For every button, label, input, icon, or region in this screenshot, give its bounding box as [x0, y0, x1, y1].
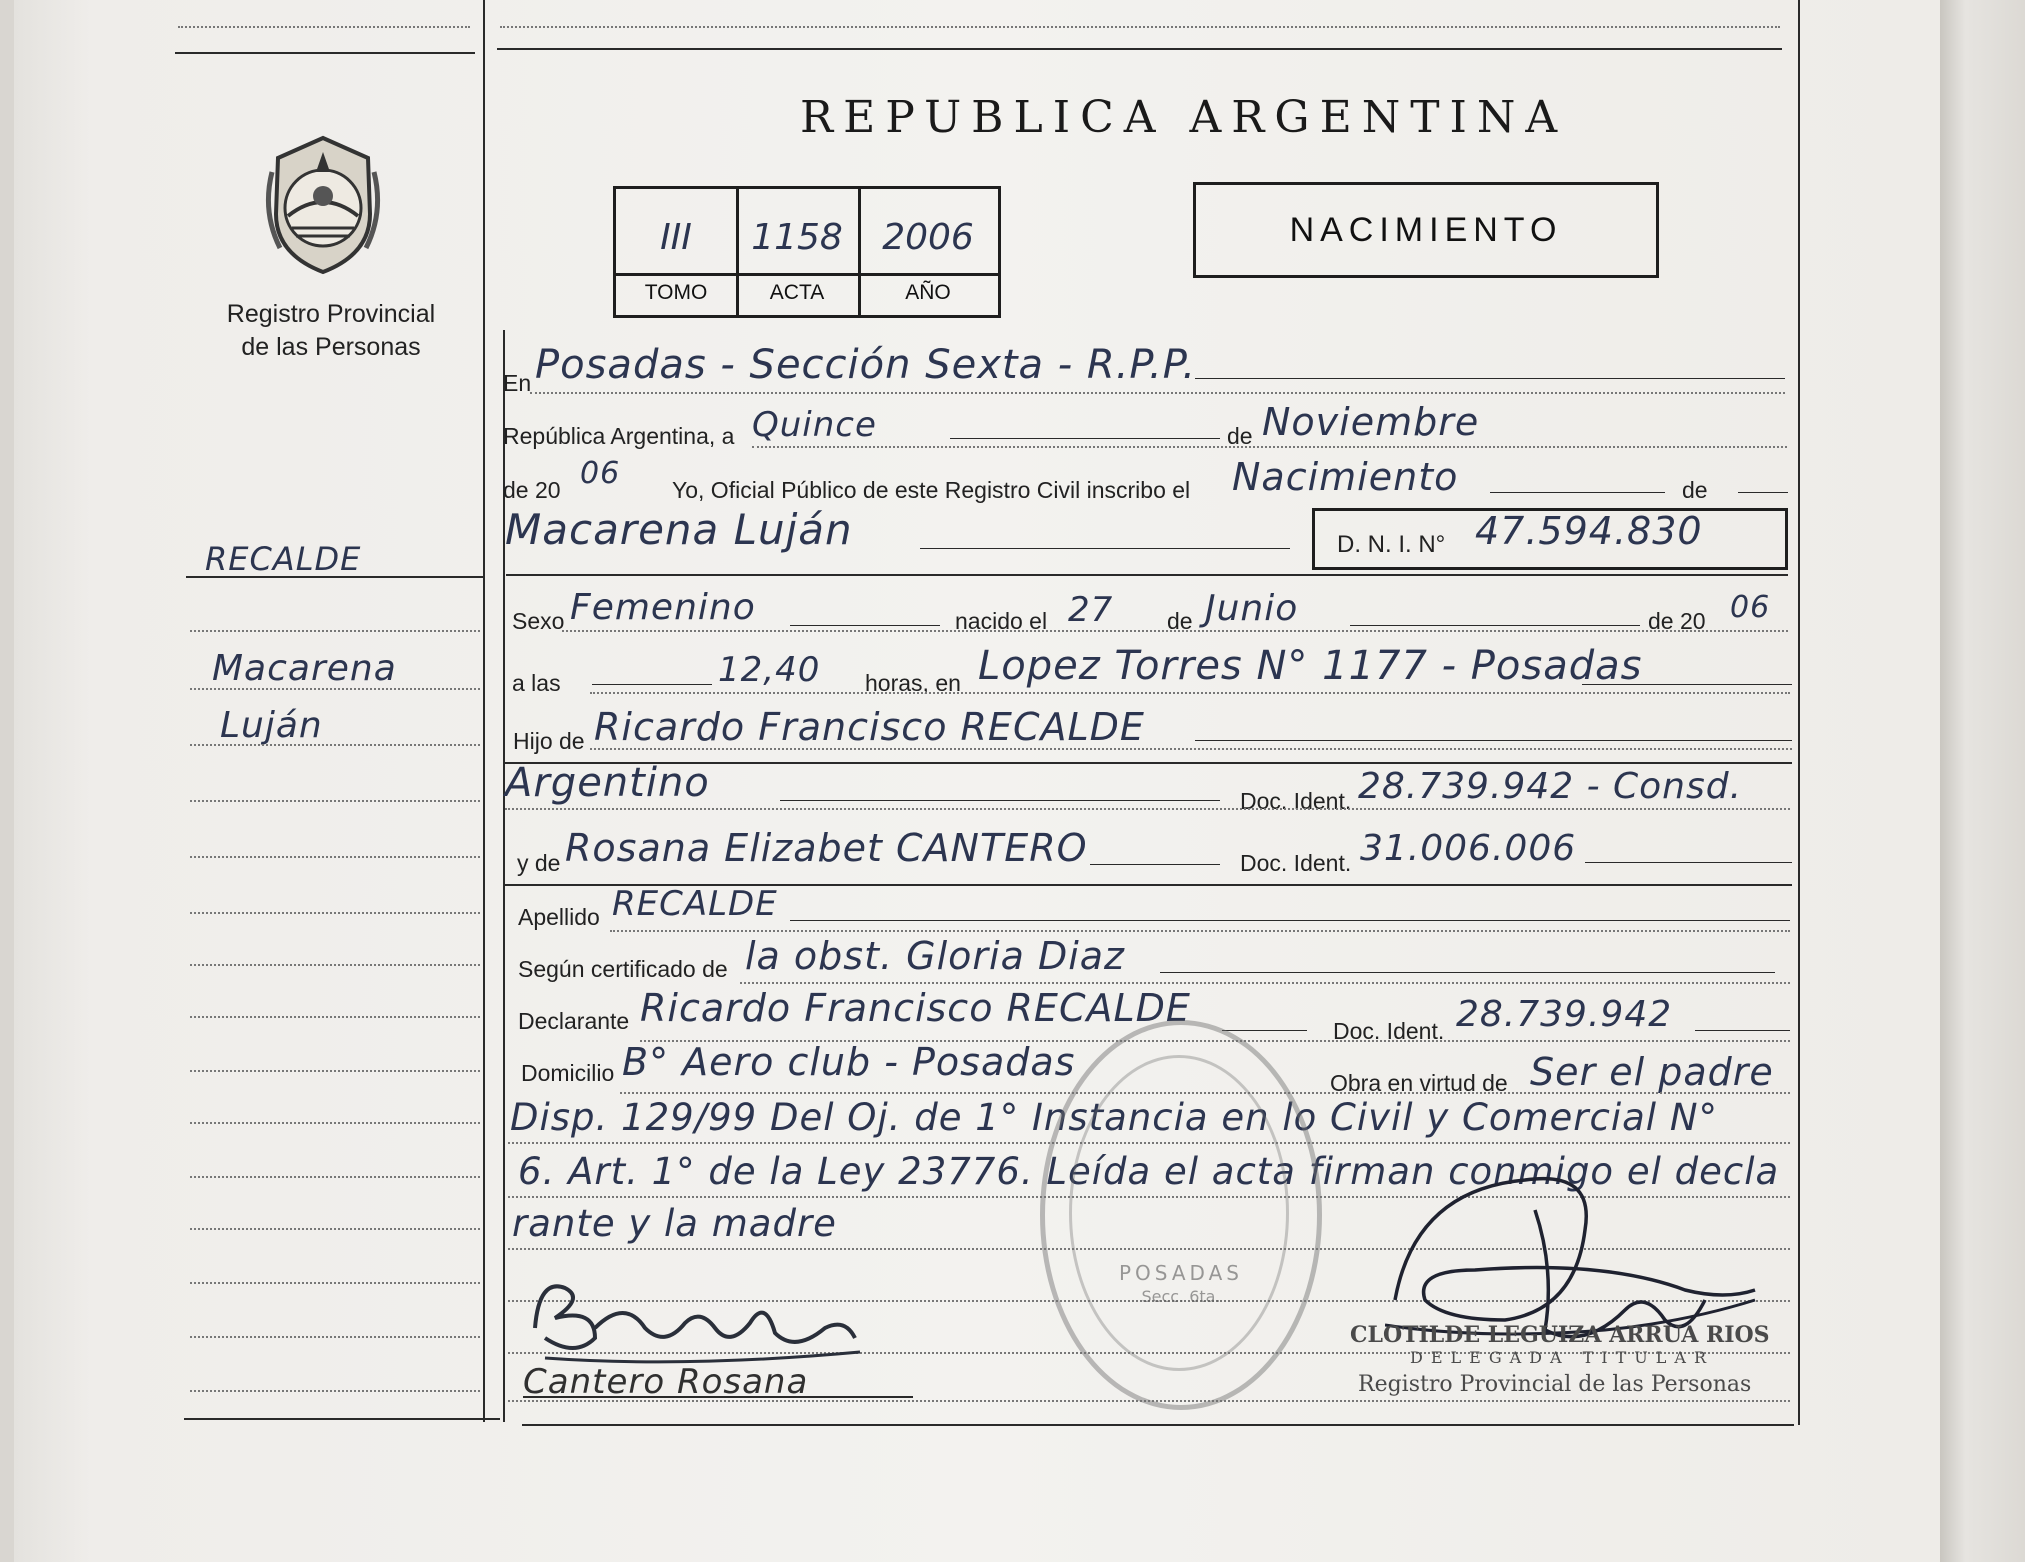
fill-line: [1585, 862, 1792, 863]
entry-place: Posadas - Sección Sexta - R.P.P.: [535, 342, 1197, 388]
margin-dotted-line: [190, 1070, 480, 1072]
label-doc-ident-father: Doc. Ident.: [1240, 788, 1352, 814]
acta-label: ACTA: [769, 281, 825, 304]
label-declarante: Declarante: [518, 1008, 630, 1034]
margin-dotted-line: [190, 1228, 480, 1230]
section-rule: [506, 574, 1788, 576]
margin-dotted-line: [190, 1336, 480, 1338]
register-separator: [616, 273, 998, 276]
page-edge: [1940, 0, 2025, 1562]
officer-role: DELEGADA TITULAR: [1410, 1348, 1714, 1367]
document-title: REPUBLICA ARGENTINA: [800, 92, 1568, 143]
label-hijo: Hijo de: [513, 728, 585, 754]
dotted-line: [740, 982, 1790, 984]
act-type-box: NACIMIENTO: [1193, 182, 1659, 278]
entry-birth-day: 27: [1068, 590, 1114, 630]
entry-child-name: Macarena Luján: [505, 505, 853, 554]
dotted-line: [752, 446, 1787, 448]
label-de20-birth: de 20: [1648, 608, 1706, 634]
fill-line: [780, 800, 1220, 801]
mother-signature: Cantero Rosana: [523, 1362, 809, 1402]
margin-dotted-line: [190, 856, 480, 858]
stamp-section: Secc. 6ta.: [1141, 1287, 1221, 1306]
ano-cell: [858, 189, 1001, 315]
margin-dotted-line: [190, 1122, 480, 1124]
margin-rule: [186, 576, 484, 578]
margin-dotted-line: [190, 688, 480, 690]
fill-line: [1490, 492, 1665, 493]
fill-line: [1090, 864, 1220, 865]
dni-box: [1312, 508, 1788, 570]
label-republica: República Argentina, a: [503, 423, 735, 449]
acta-cell: [736, 189, 861, 315]
declarant-signature: [525, 1268, 865, 1368]
dotted-line: [505, 808, 1790, 810]
label-apellido: Apellido: [518, 904, 600, 930]
officer-name: CLOTILDE LEGUIZA ARRUA RIOS: [1350, 1322, 1770, 1348]
label-de-end: de: [1682, 477, 1708, 503]
entry-birth-month: Junio: [1205, 588, 1299, 629]
entry-dni-number: 47.594.830: [1475, 509, 1703, 553]
coat-of-arms-icon: [258, 132, 388, 278]
official-stamp: [1040, 1020, 1322, 1410]
entry-surname: RECALDE: [612, 884, 778, 924]
entry-remarks-1: Disp. 129/99 Del Oj. de 1° Instancia en lo Civil y Comercial N°: [510, 1096, 1718, 1139]
label-en: En: [503, 370, 532, 396]
left-column-rule: [483, 0, 485, 1422]
entry-father-doc: 28.739.942 - Consd.: [1358, 766, 1743, 807]
entry-time: 12,40: [718, 650, 821, 690]
fill-line: [1695, 1030, 1790, 1031]
fill-line: [790, 625, 940, 626]
label-de-month: de: [1227, 423, 1253, 449]
bottom-rule: [522, 1424, 1794, 1426]
entry-birth-place: Lopez Torres N° 1177 - Posadas: [978, 643, 1643, 689]
label-de-birth-month: de: [1167, 608, 1193, 634]
label-segun: Según certificado de: [518, 956, 728, 982]
label-doc-ident-mother: Doc. Ident.: [1240, 850, 1352, 876]
entry-year-suffix: 06: [580, 456, 621, 491]
label-domicilio: Domicilio: [521, 1060, 615, 1086]
margin-given-name-2: Luján: [220, 705, 323, 746]
margin-dotted-line: [190, 1176, 480, 1178]
fill-line: [1195, 378, 1785, 379]
fill-line: [920, 548, 1290, 549]
label-sexo: Sexo: [512, 608, 565, 634]
fill-line: [1222, 1030, 1307, 1031]
fill-line: [1195, 740, 1792, 741]
dotted-line: [590, 748, 1792, 750]
top-left-rule: [175, 52, 475, 54]
margin-dotted-line: [190, 630, 480, 632]
dotted-line: [590, 692, 1790, 694]
margin-dotted-line: [190, 1282, 480, 1284]
entry-father-nationality: Argentino: [505, 760, 710, 806]
top-dotted-line: [178, 26, 470, 28]
officer-agency: Registro Provincial de las Personas: [1358, 1372, 1752, 1397]
label-doc-ident-declarant: Doc. Ident.: [1333, 1018, 1445, 1044]
label-oficial: Yo, Oficial Público de este Registro Civil inscribo el: [672, 477, 1191, 503]
entry-birth-year: 06: [1730, 590, 1771, 625]
entry-day-words: Quince: [752, 405, 877, 445]
fill-line: [950, 438, 1220, 439]
top-dotted-line: [500, 26, 1780, 28]
label-horas: horas, en: [865, 670, 961, 696]
entry-father: Ricardo Francisco RECALDE: [594, 705, 1145, 749]
fill-line: [1582, 684, 1792, 685]
margin-dotted-line: [190, 744, 480, 746]
top-rule: [497, 48, 1782, 50]
fill-line: [1350, 625, 1640, 626]
dotted-line: [610, 930, 1790, 932]
tomo-value: III: [660, 217, 692, 258]
margin-dotted-line: [190, 912, 480, 914]
dotted-line: [530, 392, 1785, 394]
entry-sex: Femenino: [570, 587, 756, 628]
tomo-label: TOMO: [644, 281, 708, 304]
label-a-las: a las: [512, 670, 561, 696]
margin-bottom-rule: [184, 1418, 500, 1420]
entry-act-kind: Nacimiento: [1232, 455, 1459, 499]
margin-given-name-1: Macarena: [212, 648, 397, 689]
margin-dotted-line: [190, 800, 480, 802]
ano-label: AÑO: [905, 281, 951, 304]
entry-month: Noviembre: [1262, 400, 1480, 444]
entry-declarant: Ricardo Francisco RECALDE: [640, 986, 1191, 1030]
label-obra: Obra en virtud de: [1330, 1070, 1508, 1096]
stamp-inner-ring: [1069, 1055, 1289, 1371]
register-box: [613, 186, 1001, 318]
label-nacido: nacido el: [955, 608, 1048, 634]
label-de20: de 20: [503, 477, 561, 503]
entry-mother: Rosana Elizabet CANTERO: [565, 826, 1088, 870]
entry-declarant-doc: 28.739.942: [1456, 994, 1673, 1035]
margin-dotted-line: [190, 964, 480, 966]
label-y-de: y de: [517, 850, 561, 876]
entry-remarks-2: 6. Art. 1° de la Ley 23776. Leída el acta firman conmigo el decla: [518, 1150, 1780, 1193]
stamp-city: POSADAS: [1119, 1261, 1243, 1285]
margin-dotted-line: [190, 1016, 480, 1018]
dotted-line: [562, 630, 1788, 632]
entry-mother-doc: 31.006.006: [1360, 828, 1577, 869]
fill-line: [790, 920, 1790, 921]
ano-value: 2006: [882, 217, 974, 258]
margin-surname: RECALDE: [205, 540, 362, 578]
margin-dotted-line: [190, 1390, 480, 1392]
agency-name-line1: Registro Provincial: [226, 300, 436, 328]
label-dni: D. N. I. N°: [1337, 531, 1446, 558]
agency-name-line2: de las Personas: [241, 333, 421, 361]
signature-line: [523, 1396, 913, 1398]
right-border-rule: [1798, 0, 1800, 1425]
tomo-cell: [616, 189, 739, 315]
entry-address: B° Aero club - Posadas: [622, 1040, 1076, 1084]
fill-line: [592, 684, 712, 685]
acta-value: 1158: [751, 217, 843, 258]
entry-remarks-3: rante y la madre: [512, 1202, 837, 1245]
fill-line: [1738, 492, 1788, 493]
entry-certificate-by: la obst. Gloria Diaz: [745, 934, 1125, 978]
entry-by-virtue: Ser el padre: [1530, 1050, 1774, 1094]
fill-line: [1160, 972, 1775, 973]
